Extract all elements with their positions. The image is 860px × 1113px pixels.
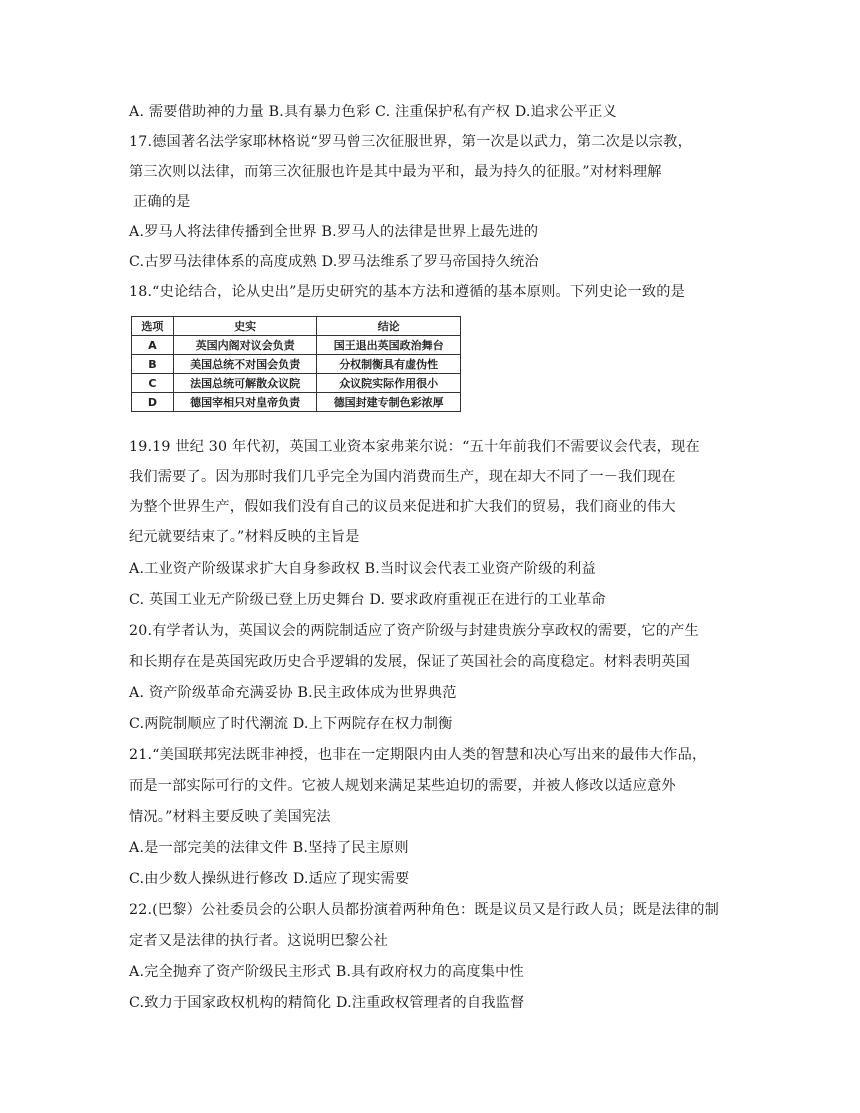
q20-options-ab: A. 资产阶级革命充满妥协 B.民主政体成为世界典范 [129,685,457,701]
table-header-row [132,317,461,336]
q21-stem-line1: 21.“美国联邦宪法既非神授，也非在一定期限内由人类的智慧和决心写出来的最伟大作品， [129,747,707,763]
q20-stem-line2: 和长期存在是英国宪政历史合乎逻辑的发展，保证了英国社会的高度稳定。材料表明英国 [129,654,691,670]
table-row [132,355,461,374]
q19-stem-line2: 我们需要了。因为那时我们几乎完全为国内消费而生产，现在却大不同了一－我们现在 [129,469,676,485]
q19-stem-line1: 19.19 世纪 30 年代初，英国工业资本家弗莱尔说：“五十年前我们不需要议会代表，现在 [129,439,700,455]
table-row [132,393,461,412]
q17-options-ab: A.罗马人将法律传播到全世界 B.罗马人的法律是世界上最先进的 [129,224,539,240]
q18-stem: 18.“史论结合，论从史出”是历史研究的基本方法和遵循的基本原则。下列史论一致的是 [129,284,686,300]
q19-options-ab: A.工业资产阶级谋求扩大自身参政权 B.当时议会代表工业资产阶级的利益 [129,561,596,577]
q17-stem-line3: 正确的是 [133,194,191,210]
table-cell: 法国总统可解散众议院 [173,374,317,393]
q17-stem-line2: 第三次则以法律，而第三次征服也许是其中最为平和，最为持久的征服。”对材料理解 [129,164,662,180]
q22-options-ab: A.完全抛弃了资产阶级民主形式 B.具有政府权力的高度集中性 [129,964,524,980]
q18-table [131,316,461,412]
table-cell: 美国总统不对国会负责 [173,355,317,374]
table-cell: A [132,336,174,355]
q20-options-cd: C.两院制顺应了时代潮流 D.上下两院存在权力制衡 [129,716,453,732]
table-row [132,336,461,355]
table-cell: 德国宰相只对皇帝负责 [173,393,317,412]
table-cell: 众议院实际作用很小 [317,374,461,393]
table-cell: 分权制衡具有虚伪性 [317,355,461,374]
q21-stem-line3: 情况。”材料主要反映了美国宪法 [129,809,331,825]
q19-stem-line3: 为整个世界生产，假如我们没有自己的议员来促进和扩大我们的贸易，我们商业的伟大 [129,499,676,515]
table-cell: D [132,393,174,412]
q16-options: A. 需要借助神的力量 B.具有暴力色彩 C. 注重保护私有产权 D.追求公平正义 [129,104,617,120]
q22-stem-line2: 定者又是法律的执行者。这说明巴黎公社 [129,933,388,949]
table-cell: C [132,374,174,393]
table-cell: 国王退出英国政治舞台 [317,336,461,355]
q21-options-cd: C.由少数人操纵进行修改 D.适应了现实需要 [129,871,410,887]
q22-stem-line1: 22.(巴黎）公社委员会的公职人员都扮演着两种角色：既是议员又是行政人员；既是法律的制 [129,902,720,918]
q20-stem-line1: 20.有学者认为，英国议会的两院制适应了资产阶级与封建贵族分享政权的需要，它的产生 [129,623,699,639]
table-header: 结论 [317,317,461,336]
q21-stem-line2: 而是一部实际可行的文件。它被人规划来满足某些迫切的需要，并被人修改以适应意外 [129,778,676,794]
q22-options-cd: C.致力于国家政权机构的精简化 D.注重政权管理者的自我监督 [129,995,525,1011]
table-cell: B [132,355,174,374]
q19-stem-line4: 纪元就要结束了。”材料反映的主旨是 [129,529,360,545]
q19-options-cd: C. 英国工业无产阶级已登上历史舞台 D. 要求政府重视正在进行的工业革命 [129,592,606,608]
table-cell: 德国封建专制色彩浓厚 [317,393,461,412]
table-header: 史实 [173,317,317,336]
q17-stem-line1: 17.德国著名法学家耶林格说“罗马曾三次征服世界，第一次是以武力，第二次是以宗教， [129,134,692,150]
q17-options-cd: C.古罗马法律体系的高度成熟 D.罗马法维系了罗马帝国持久统治 [129,254,539,270]
q21-options-ab: A.是一部完美的法律文件 B.坚持了民主原则 [129,840,409,856]
table-header: 选项 [132,317,174,336]
table-cell: 英国内阁对议会负责 [173,336,317,355]
table-row [132,374,461,393]
